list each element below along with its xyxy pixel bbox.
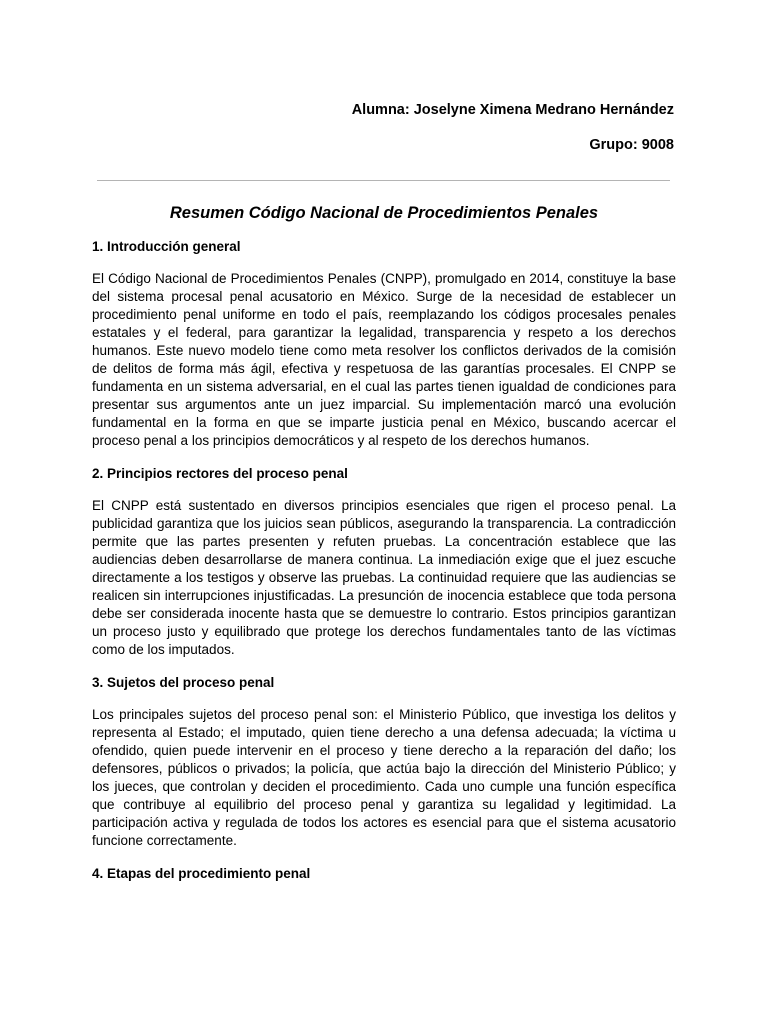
section-heading-etapas: 4. Etapas del procedimiento penal [92, 866, 311, 881]
document-body [92, 238, 676, 882]
section-heading-principios: 2. Principios rectores del proceso penal [92, 466, 348, 481]
section-text-principios: El CNPP está sustentado en diversos principios esenciales que rigen el proceso penal. La publicidad garantiza que los juicios sean públicos, asegurando la transparencia. La contradicción permite que las partes presenten y refuten pruebas. La concentración establece que las audiencias deben desarrollarse de manera continua. La inmediación exige que el juez escuche directamente a los testigos y observe las pruebas. La continuidad requiere que las audiencias se realicen sin interrupciones injustificadas. La presunción de inocencia establece que toda persona debe ser considerada inocente hasta que se demuestre lo contrario. Estos principios garantizan un proceso justo y equilibrado que protege los derechos fundamentales tanto de las víctimas como de los imputados. [92, 498, 676, 657]
header-divider [97, 180, 670, 181]
section-heading-sujetos: 3. Sujetos del proceso penal [92, 675, 275, 690]
section-heading-introduccion: 1. Introducción general [92, 239, 241, 254]
group-number: Grupo: 9008 [589, 137, 674, 153]
section-text-introduccion: El Código Nacional de Procedimientos Penales (CNPP), promulgado en 2014, constituye la base del sistema procesal penal acusatorio en México. Surge de la necesidad de establecer un procedimiento penal uniforme en todo el país, reemplazando los códigos procesales penales estatales y el federal, para garantizar la legalidad, transparencia y respeto a los derechos humanos. Este nuevo modelo tiene como meta resolver los conflictos derivados de la comisión de delitos de forma más ágil, efectiva y respetuosa de las garantías procesales. El CNPP se fundamenta en un sistema adversarial, en el cual las partes tienen igualdad de condiciones para presentar sus argumentos ante un juez imparcial. Su implementación marcó una evolución fundamental en la forma en que se imparte justicia penal en México, buscando acercar el proceso penal a los principios democráticos y al respeto de los derechos humanos. [92, 271, 676, 448]
author-name: Alumna: Joselyne Ximena Medrano Hernández [351, 102, 674, 118]
section-text-sujetos: Los principales sujetos del proceso penal son: el Ministerio Público, que investiga los delitos y representa al Estado; el imputado, quien tiene derecho a una defensa adecuada; la víctima u ofendido, quien puede intervenir en el proceso y tiene derecho a la reparación del daño; los defensores, públicos o privados; la policía, que actúa bajo la dirección del Ministerio Público; y los jueces, que controlan y deciden el procedimiento. Cada uno cumple una función específica que contribuye al equilibrio del proceso penal y garantiza su legalidad y legitimidad. La participación activa y regulada de todos los actores es esencial para que el sistema acusatorio funcione correctamente. [92, 707, 676, 848]
document-title: Resumen Código Nacional de Procedimientos Penales [169, 204, 599, 222]
